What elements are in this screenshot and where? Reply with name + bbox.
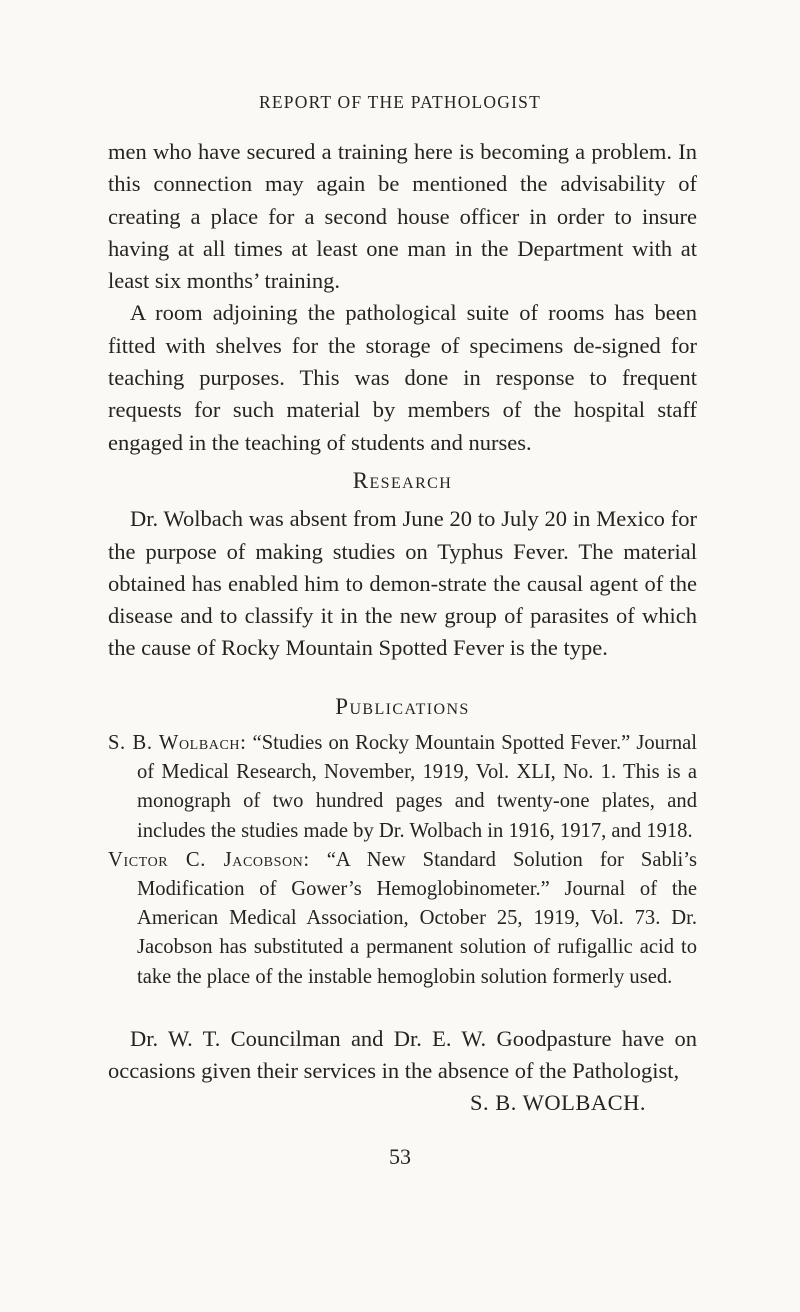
publications-heading: Publications xyxy=(335,693,470,719)
research-heading: Research xyxy=(352,467,453,493)
page-number: 53 xyxy=(389,1144,411,1169)
body-text xyxy=(108,136,697,1120)
research-paragraph: Dr. Wolbach was absent from June 20 to July 20 in Mexico for the purpose of making studies on Typhus Fever. The material obtained has enabled him to demon-strate the causal agent of the disease and to classify it in the new group of parasites of which the cause of Rocky Mountain Spotted Fever is the type. xyxy=(108,506,697,661)
publication-citation: “Studies on Rocky Mountain Spotted Fever.” Journal of Medical Research, November, 1919, Vol. XLI, No. 1. This is a monograph of two hundred pages and twenty-one plates, and includes the studies made by Dr. Wolbach in 1916, 1917, and 1918. xyxy=(137,732,697,842)
publication-author: S. B. Wolbach: xyxy=(108,732,247,755)
running-head: REPORT OF THE PATHOLOGIST xyxy=(259,92,541,112)
signature: S. B. WOLBACH. xyxy=(470,1090,646,1116)
closing-paragraph: Dr. W. T. Councilman and Dr. E. W. Goodpasture have on occasions given their services in the absence of the Pathologist, xyxy=(108,1025,697,1084)
publication-citation: “A New Standard Solution for Sabli’s Modification of Gower’s Hemoglobinometer.” Journal of the American Medical Association, October 25, 1919, Vol. 73. Dr. Jacobson has substituted a permanent solution of rufigallic acid to take the place of the instable hemoglobin solution formerly used. xyxy=(137,848,698,988)
paragraph-house-officer: men who have secured a training here is becoming a problem. In this connection may again be mentioned the advisability of creating a place for a second house officer in order to insure having at all times at least one man in the Department with at least six months’ training. xyxy=(108,139,697,294)
publication-entry xyxy=(108,846,697,992)
publication-entry xyxy=(108,729,697,846)
paragraph-specimen-room: A room adjoining the pathological suite of rooms has been fitted with shelves for the storage of specimens de-signed for teaching purposes. This was done in response to frequent requests for such material by members of the hospital staff engaged in the teaching of students and nurses. xyxy=(108,300,697,455)
publication-author: Victor C. Jacobson: xyxy=(108,848,310,871)
